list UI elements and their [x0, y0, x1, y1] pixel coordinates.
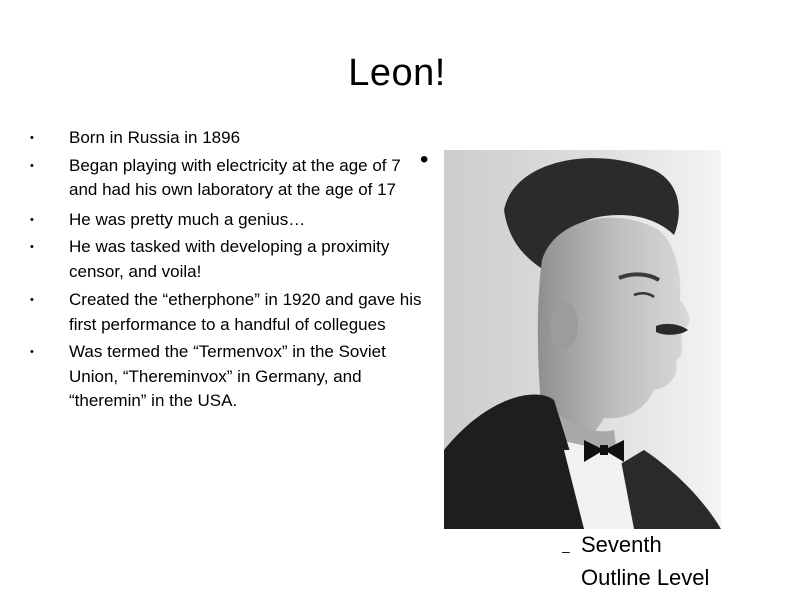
- slide-title: Leon!: [348, 52, 446, 94]
- list-item: [30, 235, 428, 284]
- bullet-icon: •: [30, 241, 34, 253]
- placeholder-dash-icon: –: [562, 543, 570, 559]
- bullet-icon: •: [30, 213, 34, 226]
- bullet-list: [30, 126, 428, 417]
- bullet-text: He was pretty much a genius…: [69, 209, 306, 229]
- bullet-icon: •: [30, 294, 34, 306]
- bullet-text: Born in Russia in 1896: [69, 128, 241, 147]
- bullet-icon: •: [30, 346, 34, 358]
- bullet-icon: •: [30, 159, 34, 172]
- list-item: [30, 154, 428, 203]
- list-item: [30, 208, 428, 233]
- bullet-text: Began playing with electricity at the age of 7 and had his own laboratory at the age of 17: [69, 155, 401, 199]
- bullet-text: Created the “etherphone” in 1920 and gave his first performance to a handful of collegues: [69, 290, 422, 334]
- bullet-text: Was termed the “Termenvox” in the Soviet Union, “Thereminvox” in Germany, and “theremin” in the USA.: [69, 342, 386, 410]
- placeholder-level-text: [581, 528, 709, 594]
- placeholder-level-line: Seventh: [581, 532, 662, 557]
- bullet-icon: •: [30, 132, 34, 144]
- bullet-text: He was tasked with developing a proximity censor, and voila!: [69, 237, 390, 281]
- portrait-photo: [444, 150, 721, 529]
- portrait-illustration: [444, 150, 721, 529]
- placeholder-level-line: Outline Level: [581, 565, 710, 590]
- list-item: [30, 126, 428, 151]
- list-item: [30, 340, 428, 414]
- list-item: [30, 288, 428, 337]
- placeholder-bullet-icon: •: [420, 146, 429, 173]
